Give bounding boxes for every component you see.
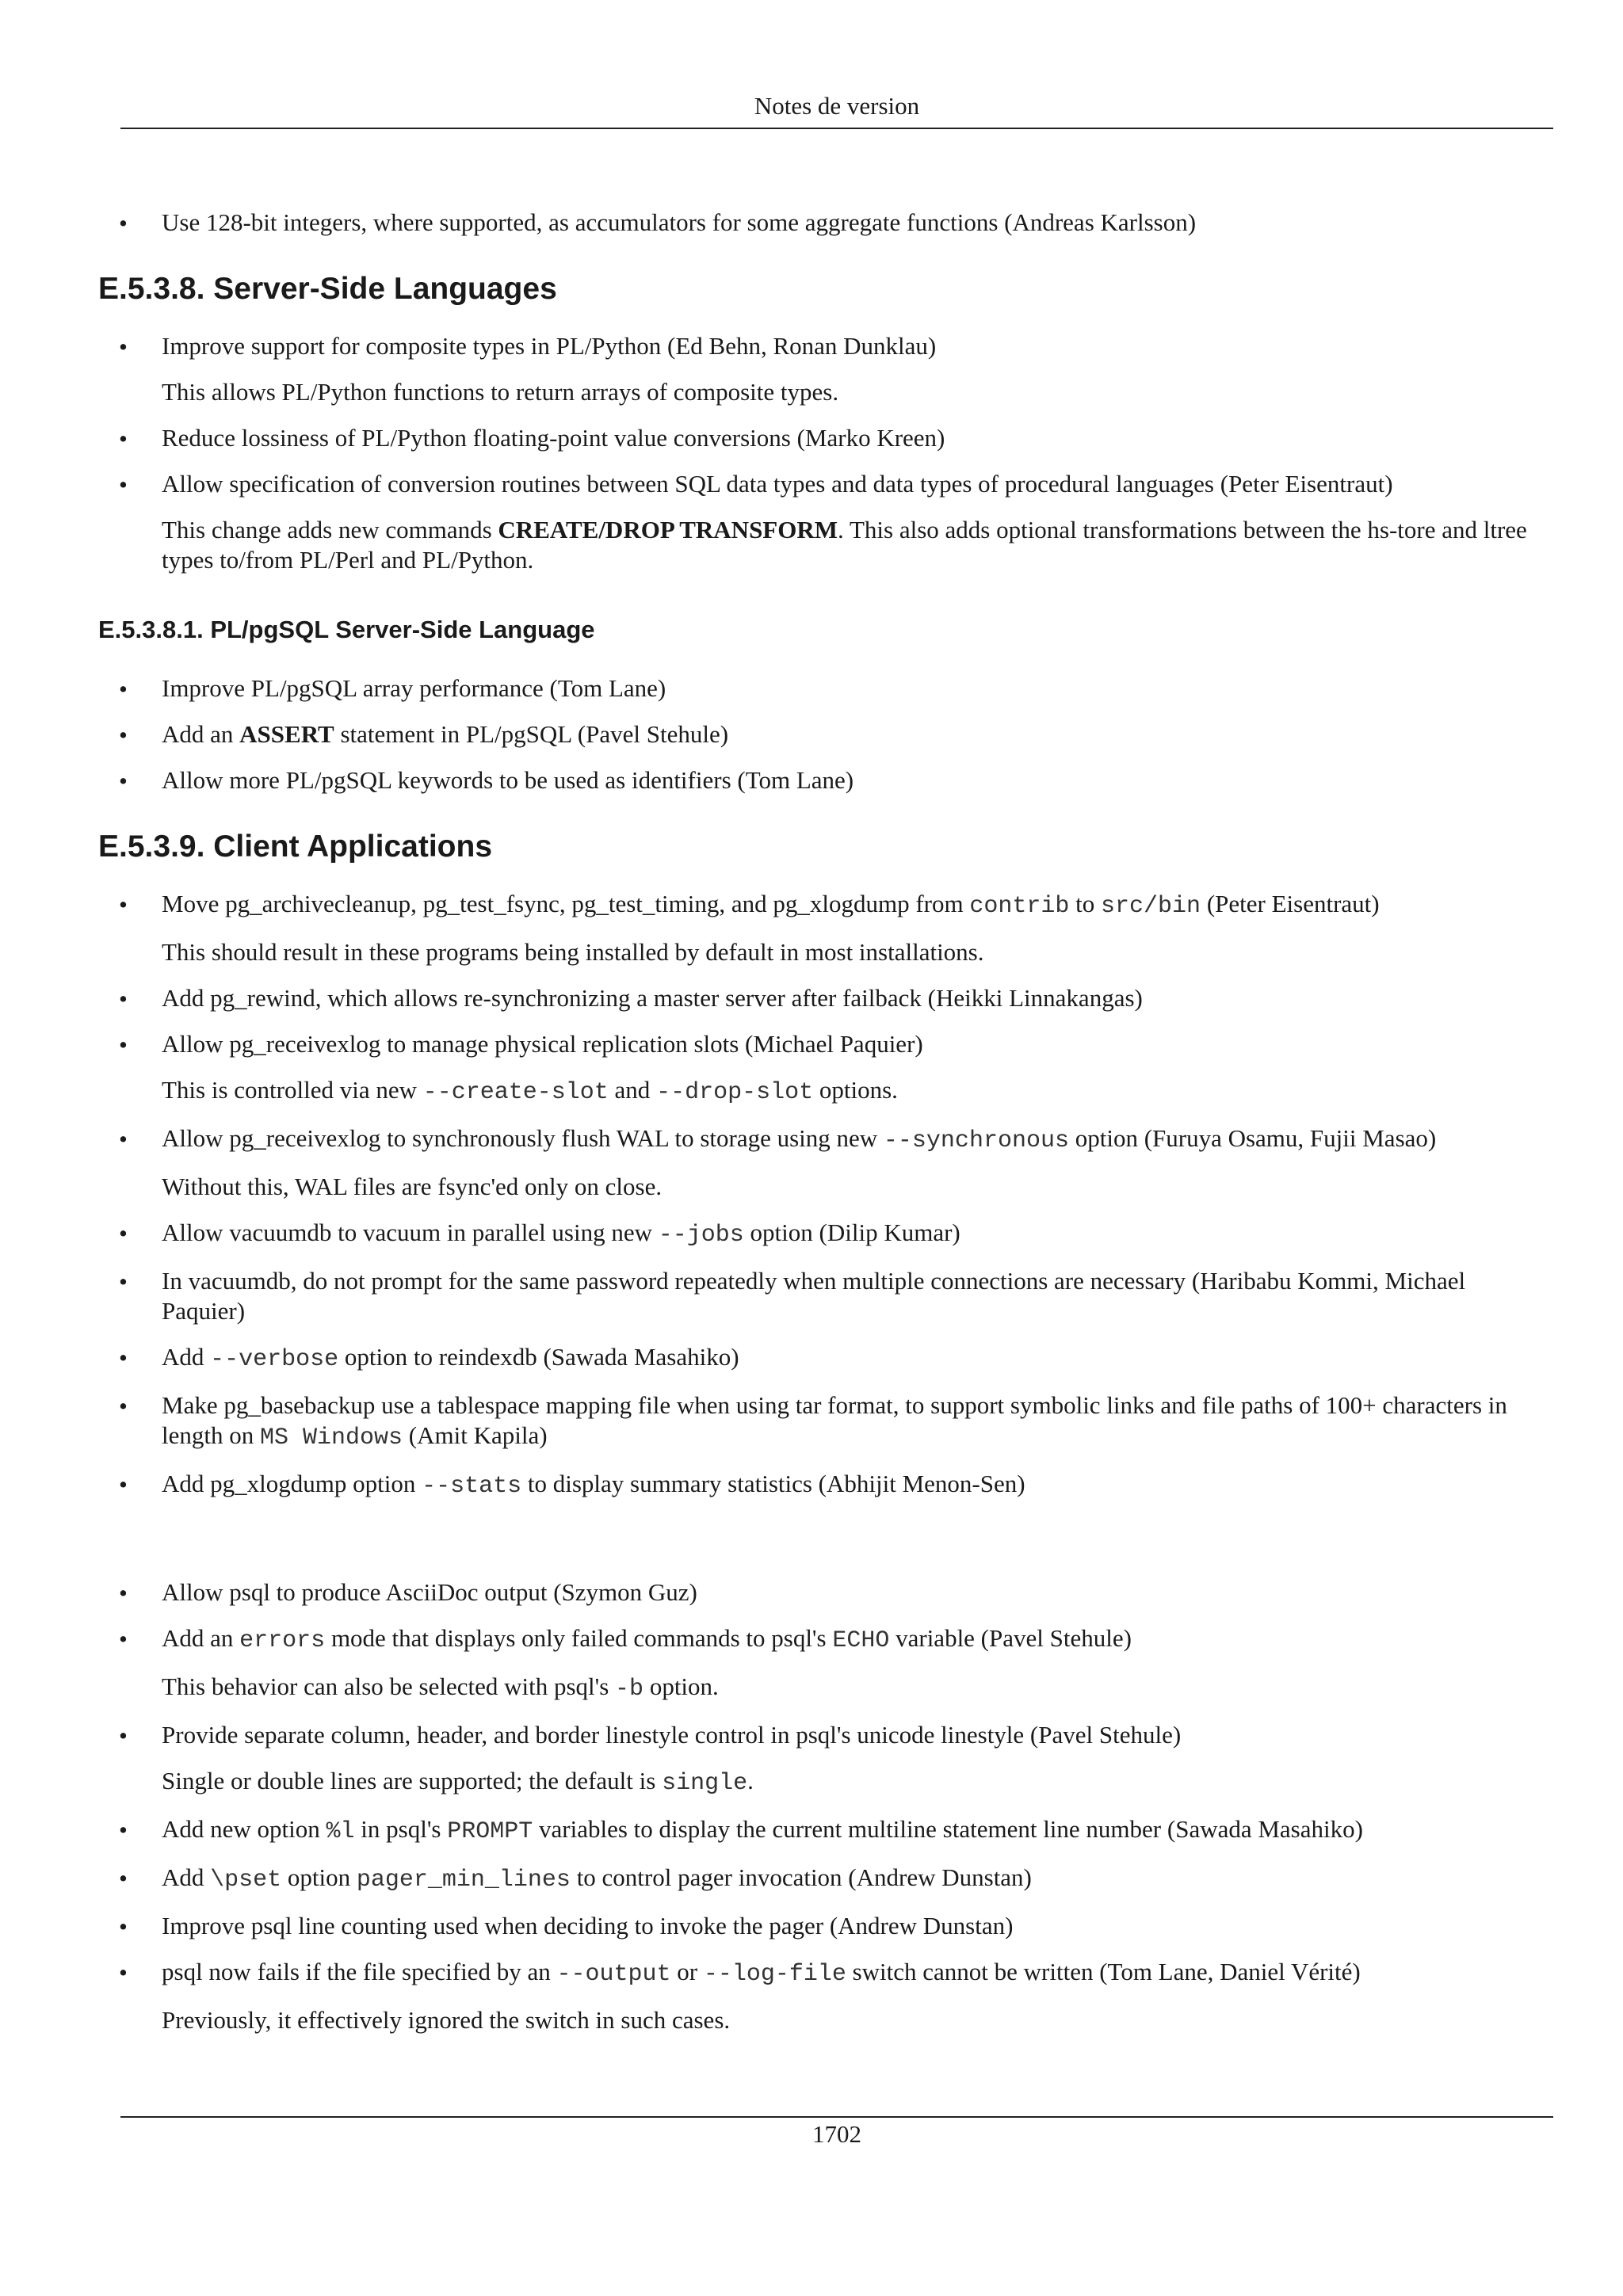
list-item bbox=[98, 331, 1553, 407]
code-literal: errors bbox=[239, 1627, 326, 1654]
list-item bbox=[98, 1123, 1553, 1202]
text-run: option bbox=[281, 1863, 357, 1891]
text-run: mode that displays only failed commands to psql's bbox=[325, 1624, 833, 1652]
item-text bbox=[162, 1957, 1553, 1989]
text-run: Move pg_archivecleanup, pg_test_fsync, pg_test_timing, and pg_xlogdump from bbox=[162, 890, 970, 917]
code-literal: single bbox=[662, 1770, 748, 1797]
running-header: Notes de version bbox=[754, 92, 920, 120]
list-item bbox=[98, 1390, 1553, 1453]
intro-list bbox=[98, 208, 1553, 238]
code-literal: --create-slot bbox=[422, 1079, 609, 1106]
bullet-icon: • bbox=[119, 891, 128, 918]
item-text: Allow pg_receivexlog to manage physical replication slots (Michael Paquier) bbox=[162, 1030, 923, 1058]
item-text bbox=[162, 1469, 1553, 1501]
section-heading: E.5.3.8. Server-Side Languages bbox=[98, 272, 557, 306]
list-item bbox=[98, 1266, 1553, 1326]
list-item bbox=[98, 1957, 1553, 2035]
item-note: This should result in these programs being installed by default in most installations. bbox=[162, 938, 984, 966]
code-literal: --synchronous bbox=[883, 1127, 1069, 1154]
item-text bbox=[162, 1814, 1553, 1847]
subsection-heading: E.5.3.8.1. PL/pgSQL Server-Side Language bbox=[98, 616, 595, 643]
text-run: and bbox=[608, 1076, 657, 1104]
bullet-icon: • bbox=[119, 333, 128, 360]
item-text: In vacuumdb, do not prompt for the same password repeatedly when multiple connections are necessary (Haribabu Kommi, Michael Paquier) bbox=[162, 1267, 1466, 1325]
command-name: CREATE/DROP TRANSFORM bbox=[498, 516, 838, 543]
list-item bbox=[98, 889, 1553, 967]
text-run: option (Dilip Kumar) bbox=[743, 1219, 960, 1246]
page-number: 1702 bbox=[812, 2120, 861, 2148]
list-item bbox=[98, 423, 1553, 453]
code-literal: -b bbox=[615, 1676, 644, 1703]
list-item bbox=[98, 1911, 1553, 1941]
section-heading: E.5.3.9. Client Applications bbox=[98, 830, 493, 864]
code-literal: --drop-slot bbox=[656, 1079, 814, 1106]
bullet-icon: • bbox=[119, 1031, 128, 1058]
code-literal: --jobs bbox=[658, 1222, 744, 1249]
item-note: This allows PL/Python functions to return arrays of composite types. bbox=[162, 378, 839, 406]
item-text: Add pg_rewind, which allows re-synchronizing a master server after failback (Heikki Linnakangas) bbox=[162, 984, 1143, 1012]
code-literal: ECHO bbox=[832, 1627, 890, 1654]
section-539-list bbox=[98, 889, 1553, 1501]
text-run: statement in PL/pgSQL (Pavel Stehule) bbox=[334, 720, 729, 748]
item-text bbox=[162, 1390, 1553, 1453]
text-run: Single or double lines are supported; the default is bbox=[162, 1767, 663, 1794]
footer-rule bbox=[120, 2116, 1553, 2118]
list-item bbox=[98, 1863, 1553, 1895]
note-text: This change adds new commands bbox=[162, 516, 498, 543]
text-run: This is controlled via new bbox=[162, 1076, 423, 1104]
item-text: Use 128-bit integers, where supported, as accumulators for some aggregate functions (Andreas Karlsson) bbox=[162, 208, 1197, 236]
code-literal: src/bin bbox=[1101, 893, 1201, 920]
code-literal: pager_min_lines bbox=[356, 1867, 571, 1894]
item-text bbox=[162, 1342, 1553, 1375]
item-text bbox=[162, 719, 1553, 749]
item-note: Without this, WAL files are fsync'ed only on close. bbox=[162, 1173, 663, 1200]
bullet-icon: • bbox=[119, 1625, 128, 1653]
item-note bbox=[162, 1672, 1553, 1704]
item-text: Reduce lossiness of PL/Python floating-point value conversions (Marko Kreen) bbox=[162, 424, 945, 452]
code-literal: %l bbox=[326, 1818, 355, 1845]
bullet-icon: • bbox=[119, 1722, 128, 1749]
text-run: This behavior can also be selected with psql's bbox=[162, 1672, 616, 1700]
text-run: in psql's bbox=[354, 1815, 448, 1843]
item-text bbox=[162, 1623, 1553, 1656]
note-text: . This also adds optional transformations between the hs-tore and ltree types to/from PL/Perl and PL/Python. bbox=[162, 516, 1527, 574]
bullet-icon: • bbox=[119, 721, 128, 749]
list-item bbox=[98, 1720, 1553, 1798]
section-5381-list bbox=[98, 673, 1553, 795]
list-item bbox=[98, 983, 1553, 1013]
item-text: Improve support for composite types in PL/Python (Ed Behn, Ronan Dunklau) bbox=[162, 332, 937, 360]
text-run: options. bbox=[813, 1076, 898, 1104]
text-run: option. bbox=[643, 1672, 719, 1700]
list-item bbox=[98, 208, 1553, 238]
text-run: . bbox=[747, 1767, 754, 1794]
bullet-icon: • bbox=[119, 209, 128, 237]
list-item bbox=[98, 1814, 1553, 1847]
item-note bbox=[162, 515, 1553, 575]
code-literal: --log-file bbox=[703, 1961, 846, 1988]
bullet-icon: • bbox=[119, 767, 128, 795]
code-literal: PROMPT bbox=[447, 1818, 533, 1845]
text-run: Add bbox=[162, 1343, 211, 1371]
text-run: Allow vacuumdb to vacuum in parallel using new bbox=[162, 1219, 659, 1246]
text-run: variable (Pavel Stehule) bbox=[889, 1624, 1132, 1652]
text-run: Add pg_xlogdump option bbox=[162, 1470, 422, 1497]
code-literal: \pset bbox=[210, 1867, 282, 1894]
list-item bbox=[98, 1218, 1553, 1250]
text-run: Make pg_basebackup use a tablespace mapping file when using tar format, to support symbolic links and file paths of 100+ characters in length on bbox=[162, 1391, 1507, 1449]
list-item bbox=[98, 673, 1553, 704]
item-text bbox=[162, 1863, 1553, 1895]
text-run: (Peter Eisentraut) bbox=[1201, 890, 1380, 917]
text-run: Add an bbox=[162, 720, 240, 748]
list-item bbox=[98, 1029, 1553, 1108]
list-item bbox=[98, 765, 1553, 795]
text-run: to control pager invocation (Andrew Dunstan) bbox=[570, 1863, 1032, 1891]
list-item bbox=[98, 1342, 1553, 1375]
bullet-icon: • bbox=[119, 425, 128, 452]
text-run: (Amit Kapila) bbox=[403, 1421, 548, 1449]
bullet-icon: • bbox=[119, 1958, 128, 1986]
item-text bbox=[162, 1123, 1553, 1156]
bullet-icon: • bbox=[119, 1344, 128, 1371]
list-item bbox=[98, 1623, 1553, 1704]
text-run: psql now fails if the file specified by an bbox=[162, 1958, 557, 1985]
bullet-icon: • bbox=[119, 675, 128, 703]
text-run: to display summary statistics (Abhijit Menon-Sen) bbox=[521, 1470, 1025, 1497]
header-rule bbox=[120, 128, 1553, 129]
item-text: Improve psql line counting used when deciding to invoke the pager (Andrew Dunstan) bbox=[162, 1912, 1014, 1939]
bullet-icon: • bbox=[119, 1579, 128, 1607]
text-run: Allow pg_receivexlog to synchronously flush WAL to storage using new bbox=[162, 1124, 884, 1152]
code-literal: contrib bbox=[969, 893, 1070, 920]
bullet-icon: • bbox=[119, 1219, 128, 1247]
text-run: variables to display the current multiline statement line number (Sawada Masahiko) bbox=[533, 1815, 1363, 1843]
bullet-icon: • bbox=[119, 1392, 128, 1420]
item-text: Allow specification of conversion routines between SQL data types and data types of procedural languages (Peter Eisentraut) bbox=[162, 470, 1393, 498]
item-text: Provide separate column, header, and border linestyle control in psql's unicode linestyle (Pavel Stehule) bbox=[162, 1721, 1182, 1749]
bullet-icon: • bbox=[119, 1125, 128, 1153]
text-run: option (Furuya Osamu, Fujii Masao) bbox=[1068, 1124, 1437, 1152]
bullet-icon: • bbox=[119, 1268, 128, 1295]
bullet-icon: • bbox=[119, 1816, 128, 1844]
code-literal: --stats bbox=[422, 1473, 522, 1500]
item-note bbox=[162, 1075, 1553, 1108]
bullet-icon: • bbox=[119, 471, 128, 498]
bullet-icon: • bbox=[119, 1864, 128, 1892]
text-run: option to reindexdb (Sawada Masahiko) bbox=[338, 1343, 739, 1371]
code-literal: --output bbox=[556, 1961, 671, 1988]
list-item bbox=[98, 1469, 1553, 1501]
list-item bbox=[98, 1577, 1553, 1608]
bullet-icon: • bbox=[119, 1470, 128, 1498]
item-text bbox=[162, 889, 1553, 921]
item-text bbox=[162, 1218, 1553, 1250]
item-note bbox=[162, 1766, 1553, 1798]
section-538-list bbox=[98, 331, 1553, 575]
text-run: or bbox=[670, 1958, 704, 1985]
psql-list bbox=[98, 1577, 1553, 2035]
item-text: Allow more PL/pgSQL keywords to be used as identifiers (Tom Lane) bbox=[162, 766, 854, 794]
code-literal: --verbose bbox=[210, 1346, 339, 1373]
code-literal: MS Windows bbox=[260, 1425, 403, 1451]
text-run: switch cannot be written (Tom Lane, Daniel Vérité) bbox=[846, 1958, 1361, 1985]
bullet-icon: • bbox=[119, 1913, 128, 1940]
keyword: ASSERT bbox=[239, 720, 334, 748]
text-run: Add new option bbox=[162, 1815, 327, 1843]
item-note: Previously, it effectively ignored the switch in such cases. bbox=[162, 2006, 731, 2034]
bullet-icon: • bbox=[119, 985, 128, 1013]
page-body bbox=[98, 208, 1553, 2035]
item-text: Allow psql to produce AsciiDoc output (Szymon Guz) bbox=[162, 1578, 697, 1606]
list-item bbox=[98, 469, 1553, 575]
item-text: Improve PL/pgSQL array performance (Tom Lane) bbox=[162, 674, 666, 702]
text-run: Add bbox=[162, 1863, 211, 1891]
text-run: Add an bbox=[162, 1624, 240, 1652]
list-item bbox=[98, 719, 1553, 749]
text-run: to bbox=[1069, 890, 1102, 917]
